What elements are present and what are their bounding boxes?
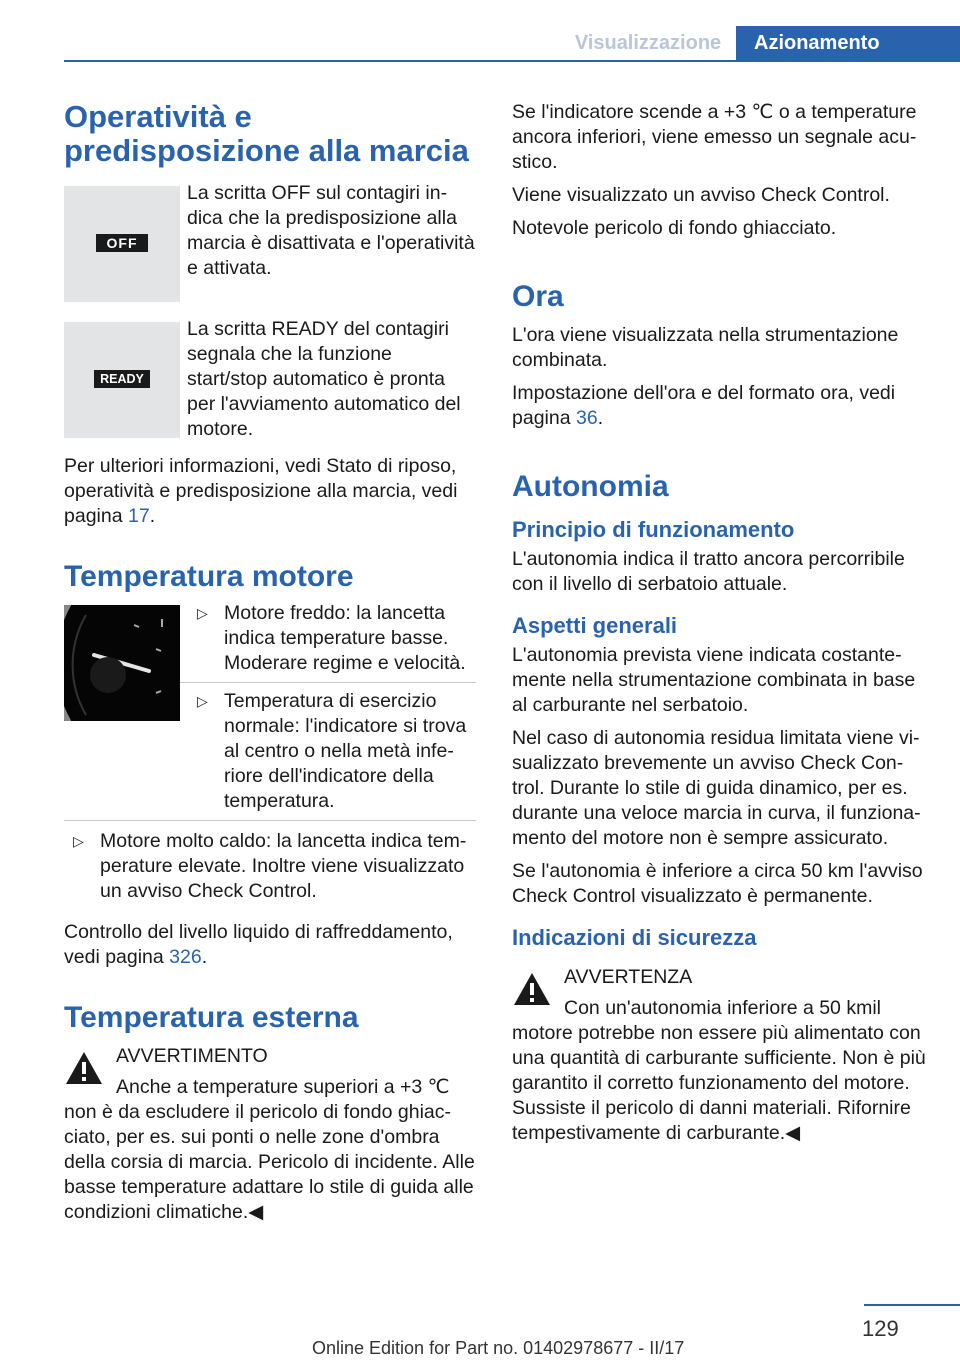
temp-alert-paragraph: Se l'indicatore scende a +3 ℃ o a temperature ancora inferiori, viene emesso un segnale acustico. xyxy=(512,101,917,173)
ora-text: Impostazione dell'ora e del formato ora, vedi pagina xyxy=(512,382,896,429)
tab-visualizzazione[interactable]: Visualizzazione xyxy=(574,32,722,54)
warning-title: AVVERTIMENTO xyxy=(116,1045,268,1067)
off-description: La scritta OFF sul contagiri indica che la predisposizione alla marcia è disattivata e l'operatività e attivata. xyxy=(187,182,475,279)
header-rule xyxy=(64,60,960,62)
triangle-bullet-icon: ▷ xyxy=(73,833,84,849)
warning-first-line: Anche a temperature superiori a +3 ℃ xyxy=(116,1076,450,1098)
temp-bullets-bottom xyxy=(64,820,476,904)
right-column xyxy=(512,100,928,1154)
list-item: ▷ Motore molto caldo: la lancetta indica temperature elevate. Inoltre viene visualizzato un avviso Check Control. xyxy=(73,830,467,902)
more-info-paragraph: Per ulteriori informazioni, vedi Stato di riposo, operatività e predisposizione alla marcia, vedi pagina 17. xyxy=(64,455,458,527)
subsection-title-principio: Principio di funzionamento xyxy=(512,517,795,542)
off-row xyxy=(64,182,476,302)
page-number: 129 xyxy=(862,1316,899,1341)
ora-paragraph-2: Impostazione dell'ora e del formato ora, vedi pagina 36. xyxy=(512,382,896,429)
section-title-ora: Ora xyxy=(512,280,564,313)
ready-badge: READY xyxy=(94,370,150,388)
temp-row xyxy=(64,602,476,820)
left-column xyxy=(64,100,476,1233)
warning-triangle-icon xyxy=(512,971,552,1007)
off-indicator-image xyxy=(64,186,180,302)
edition-footer: Online Edition for Part no. 01402978677 - II/17 xyxy=(312,1338,685,1358)
coolant-paragraph: Controllo del livello liquido di raffreddamento, vedi pagina 326. xyxy=(64,921,453,968)
warning-triangle-icon xyxy=(64,1050,104,1086)
ready-description: La scritta READY del contagiri segnala che la funzione start/stop automatico è pronta per l'avviamento automatico del motore. xyxy=(187,318,461,440)
page-link-17[interactable]: 17 xyxy=(127,505,150,527)
triangle-bullet-icon: ▷ xyxy=(197,693,208,709)
more-info-text: Per ulteriori informazioni, vedi Stato di riposo, operatività e predisposizione alla marcia, vedi pagina xyxy=(64,455,458,527)
aspetti-paragraph-1: L'autonomia prevista viene indicata costantemente nella strumentazione combinata in base al carburante nel serbatoio. xyxy=(512,644,916,716)
warning-block-left xyxy=(64,1044,476,1100)
warning-block-right xyxy=(512,965,928,1021)
footer-rule xyxy=(864,1304,960,1306)
check-control-paragraph: Viene visualizzato un avviso Check Control. xyxy=(512,184,890,206)
list-item: ▷ Motore freddo: la lancetta indica temperature basse. Moderare regime e velocità. xyxy=(197,602,466,674)
list-item: ▷ Temperatura di esercizio normale: l'indicatore si trova al centro o nella metà inferiore dell'indicatore della temperatura. xyxy=(180,682,476,814)
ice-danger-paragraph: Notevole pericolo di fondo ghiacciato. xyxy=(512,217,837,239)
section-title-temperatura-motore: Temperatura motore xyxy=(64,560,354,593)
section-title-temperatura-esterna: Temperatura esterna xyxy=(64,1001,359,1034)
temperature-gauge-image xyxy=(64,605,180,721)
section-title-autonomia: Autonomia xyxy=(512,470,669,503)
warning-title: AVVERTENZA xyxy=(564,966,693,988)
temp-bullets-top xyxy=(188,601,476,820)
triangle-bullet-icon: ▷ xyxy=(197,605,208,621)
page-header xyxy=(0,0,960,62)
coolant-text: Controllo del livello liquido di raffreddamento, vedi pagina xyxy=(64,921,453,968)
warning-text-right: motore potrebbe non essere più alimentato con una quantità di carburante sufficiente. Non è più garantito il corretto funzionamento del motore. Sussiste il pericolo di danni materiali. Rifornire tempestivamente di carburante.◀ xyxy=(512,1022,926,1144)
section-title-operativita xyxy=(64,100,476,168)
aspetti-paragraph-2: Nel caso di autonomia residua limitata viene visualizzato brevemente un avviso Check Control. Durante lo stile di guida dinamico, per es. durante una veloce marcia in curva, il funzionamento del motore non è sempre assicurato. xyxy=(512,727,921,849)
principio-paragraph: L'autonomia indica il tratto ancora percorribile con il livello di serbatoio attuale. xyxy=(512,548,905,595)
warning-first-line: Con un'autonomia inferiore a 50 kmil xyxy=(564,997,881,1019)
ready-indicator-image xyxy=(64,322,180,438)
tab-azionamento[interactable]: Azionamento xyxy=(736,26,960,62)
page-link-326[interactable]: 326 xyxy=(169,946,202,968)
subsection-title-sicurezza: Indicazioni di sicurezza xyxy=(512,925,757,950)
ora-paragraph-1: L'ora viene visualizzata nella strumentazione combinata. xyxy=(512,324,899,371)
warning-text-left: non è da escludere il pericolo di fondo ghiacciato, per es. sui ponti o nelle zone d'ombra della corsia di marcia. Pericolo di incidente. Alle basse temperature adattare lo stile di guida alle condizioni climatiche.◀ xyxy=(64,1101,475,1223)
subsection-title-aspetti: Aspetti generali xyxy=(512,613,678,638)
ready-row xyxy=(64,318,476,442)
title-line-2: predisposizione alla marcia xyxy=(64,133,469,168)
page-link-36[interactable]: 36 xyxy=(575,407,598,429)
aspetti-paragraph-3: Se l'autonomia è inferiore a circa 50 km l'avviso Check Control visualizzato è permanente. xyxy=(512,860,923,907)
title-line-1: Operatività e xyxy=(64,99,252,134)
off-badge: OFF xyxy=(96,234,148,252)
